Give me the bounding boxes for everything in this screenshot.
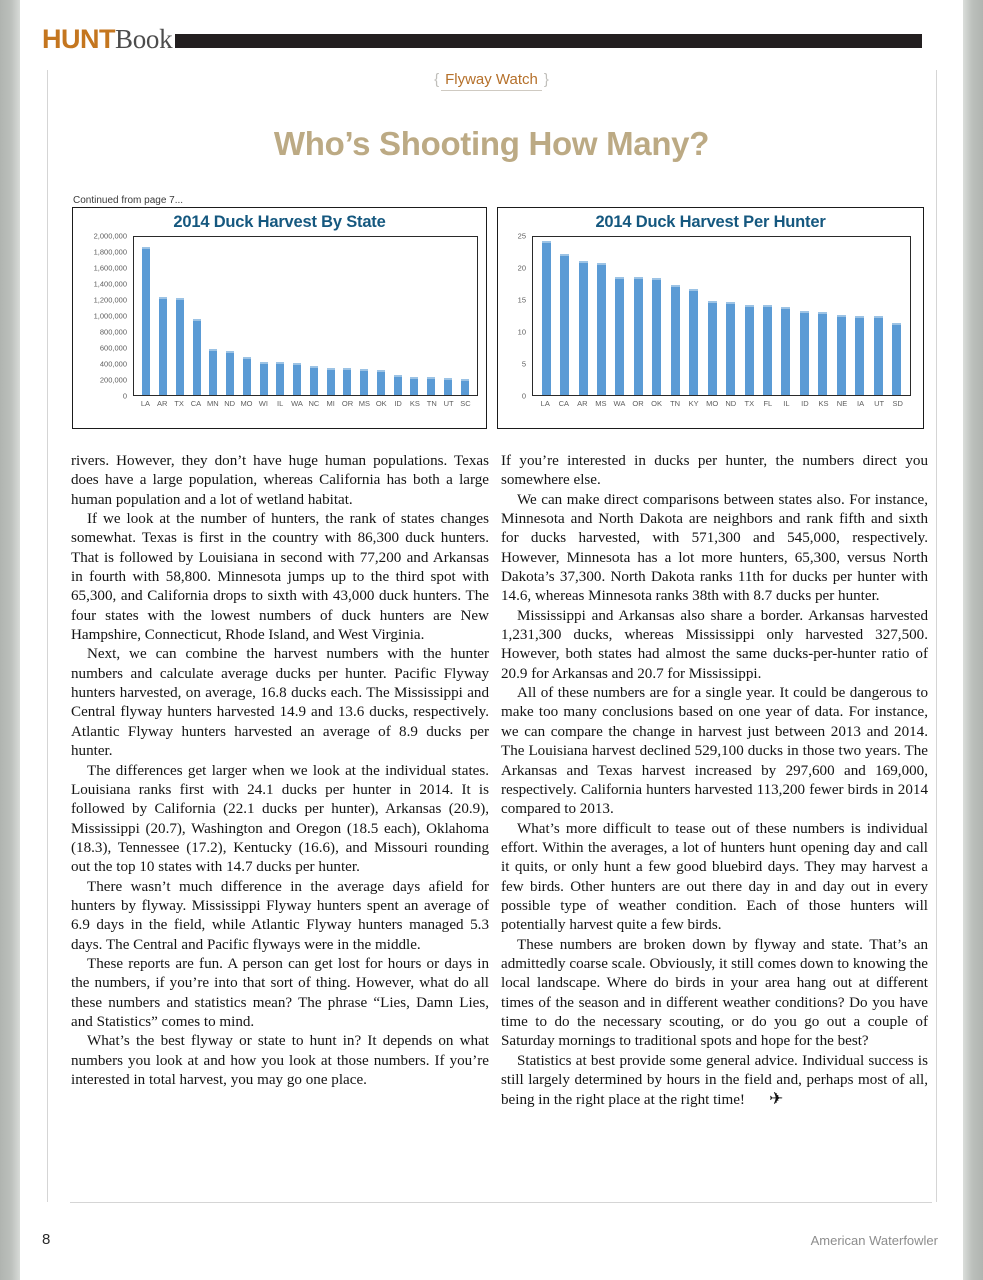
x-axis-tick: OR bbox=[632, 399, 644, 408]
bar bbox=[327, 368, 335, 395]
bar bbox=[818, 312, 827, 395]
x-axis-tick: CA bbox=[558, 399, 570, 408]
body-paragraph: We can make direct comparisons between states also. For instance, Minnesota and North Dakota are neighbors and rank fifth and sixth for ducks harvested, with 571,300 and 545,000, respectively. However, Minnesota has a lot more hunters, 65,300, versus North Dakota’s 37,300. North Dakota ranks 11th for ducks per hunter with 14.6, whereas Minnesota ranks 38th with 8.7 ducks per hunter. bbox=[501, 491, 928, 605]
bar bbox=[763, 305, 772, 395]
x-axis-tick: FL bbox=[763, 399, 773, 408]
bar bbox=[579, 261, 588, 395]
body-paragraph: There wasn’t much difference in the average days afield for hunters by flyway. Mississippi Flyway hunters spent an average of 6.9 days in the field, while Atlantic Flyway hunters managed 5.3 days. The Central and Pacific flyways were in the middle. bbox=[71, 878, 489, 953]
bar bbox=[377, 370, 385, 395]
x-axis-tick: WA bbox=[613, 399, 626, 408]
y-axis bbox=[504, 231, 530, 401]
bar-series bbox=[134, 237, 477, 395]
bar bbox=[360, 369, 368, 395]
x-axis-tick: TN bbox=[670, 399, 681, 408]
body-paragraph: What’s more difficult to tease out of these numbers is individual effort. Within the averages, a lot of hunters hunt opening day and call it quits, or only hunt a few good bluebird days. They may harvest a few birds. Other hunters are out there day in and day out in every possible type of weather condition. Each of those hunters will potentially harvest quite a few birds. bbox=[501, 820, 928, 934]
column-rule-right bbox=[936, 70, 937, 1202]
bar bbox=[652, 278, 661, 395]
body-paragraph: If you’re interested in ducks per hunter, the numbers direct you somewhere else. bbox=[501, 453, 928, 489]
kicker-close-brace: } bbox=[543, 71, 549, 88]
body-paragraph: If we look at the number of hunters, the rank of states changes somewhat. Texas is first in the country with 86,300 duck hunters. That is followed by Louisiana in second with 77,200 and Arkansas in fourth with 58,800. Minnesota jumps up to the third spot with 65,300, and California drops to sixth with 43,000 duck hunters. The four states with the lowest numbers of duck hunters are New Hampshire, Connecticut, Rhode Island, and West Virginia. bbox=[71, 511, 489, 644]
body-column-left bbox=[71, 452, 489, 1090]
body-paragraph: The differences get larger when we look at the individual states. Louisiana ranks first with 24.1 ducks per hunter in 2014. It is followed by California (22.1 ducks per hunter), Arkansas (20.9), Mississippi (20.7), Washington and Oregon (18.5 each), Oklahoma (18.3), Tennessee (17.2), Kentucky (16.6), and Missouri rounding out the top 10 states with 14.7 ducks per hunter. bbox=[71, 762, 489, 876]
chart-title: 2014 Duck Harvest Per Hunter bbox=[595, 213, 826, 231]
footer-rule bbox=[70, 1202, 932, 1203]
y-axis-tick: 10 bbox=[517, 327, 526, 337]
bar bbox=[226, 351, 234, 395]
x-axis-tick: KS bbox=[409, 399, 420, 408]
bar bbox=[800, 311, 809, 395]
x-axis-tick: IL bbox=[277, 399, 284, 408]
body-paragraph: What’s the best flyway or state to hunt in? It depends on what numbers you look at and how you look at those numbers. If you’re interested in total harvest, you may go one place. bbox=[71, 1033, 489, 1088]
page-edge-left bbox=[0, 0, 20, 1280]
kicker-open-brace: { bbox=[434, 71, 440, 88]
bar-series bbox=[533, 237, 910, 395]
plot-area bbox=[133, 236, 478, 396]
x-axis bbox=[133, 399, 478, 408]
bar bbox=[310, 366, 318, 395]
bar bbox=[689, 289, 698, 395]
bar bbox=[745, 305, 754, 395]
bar bbox=[394, 375, 402, 395]
page-edge-right bbox=[963, 0, 983, 1280]
bar bbox=[176, 298, 184, 395]
x-axis-tick: MS bbox=[358, 399, 371, 408]
y-axis-tick: 1,600,000 bbox=[93, 263, 127, 273]
plot-wrap bbox=[504, 231, 917, 421]
x-axis-tick: TN bbox=[426, 399, 437, 408]
bar bbox=[343, 368, 351, 395]
body-paragraph: rivers. However, they don’t have huge human populations. Texas does have a large population, whereas California has both a large human population and a lot of wetland habitat. bbox=[71, 453, 489, 508]
y-axis-tick: 1,000,000 bbox=[93, 311, 127, 321]
bar bbox=[781, 307, 790, 395]
x-axis-tick: WI bbox=[258, 399, 268, 408]
bar bbox=[560, 254, 569, 395]
x-axis-tick: AR bbox=[157, 399, 168, 408]
y-axis bbox=[79, 231, 131, 401]
x-axis-tick: OK bbox=[651, 399, 662, 408]
chart-title: 2014 Duck Harvest By State bbox=[173, 213, 386, 231]
y-axis-tick: 15 bbox=[517, 295, 526, 305]
y-axis-tick: 200,000 bbox=[99, 375, 127, 385]
masthead bbox=[42, 22, 922, 56]
x-axis-tick: MI bbox=[326, 399, 335, 408]
masthead-hunt-word: HUNT bbox=[42, 23, 115, 54]
duck-endmark-icon: ✈ bbox=[768, 1089, 784, 1110]
bar bbox=[461, 379, 469, 395]
x-axis-tick: MS bbox=[595, 399, 607, 408]
y-axis-tick: 1,200,000 bbox=[93, 295, 127, 305]
masthead-book-word: Book bbox=[115, 23, 173, 54]
x-axis-tick: CA bbox=[190, 399, 202, 408]
plot-wrap bbox=[79, 231, 480, 421]
bar bbox=[410, 377, 418, 395]
x-axis-tick: ID bbox=[801, 399, 809, 408]
bar bbox=[293, 363, 301, 395]
y-axis-tick: 0 bbox=[122, 391, 127, 401]
x-axis-tick: NC bbox=[308, 399, 320, 408]
bar bbox=[260, 362, 268, 395]
body-paragraph: Next, we can combine the harvest numbers with the hunter numbers and calculate average ducks per hunter. Pacific Flyway hunters harvested, on average, 16.8 ducks each. The Mississippi and Central flyway hunters harvested 14.9 and 13.6 ducks, respectively. Atlantic Flyway hunters harvested an average of 8.9 ducks per hunter. bbox=[71, 646, 489, 760]
bar bbox=[708, 301, 717, 395]
y-axis-tick: 25 bbox=[517, 231, 526, 241]
bar bbox=[726, 302, 735, 395]
y-axis-tick: 400,000 bbox=[99, 359, 127, 369]
x-axis-tick: IA bbox=[857, 399, 865, 408]
x-axis-tick: LA bbox=[140, 399, 151, 408]
y-axis-tick: 0 bbox=[521, 391, 526, 401]
x-axis-tick: MN bbox=[206, 399, 219, 408]
column-rule-left bbox=[47, 70, 48, 1202]
y-axis-tick: 800,000 bbox=[99, 327, 127, 337]
plot-area bbox=[532, 236, 911, 396]
continued-note: Continued from page 7... bbox=[73, 195, 184, 206]
bar bbox=[837, 315, 846, 395]
body-paragraph: Statistics at best provide some general advice. Individual success is still largely determined by hours in the field and, perhaps most of all, being in the right place at the right time! ✈ bbox=[501, 1052, 928, 1110]
x-axis-tick: UT bbox=[874, 399, 885, 408]
x-axis-tick: MO bbox=[240, 399, 253, 408]
bar bbox=[444, 378, 452, 395]
x-axis-tick: ND bbox=[725, 399, 737, 408]
bar bbox=[892, 323, 901, 395]
y-axis-tick: 20 bbox=[517, 263, 526, 273]
chart-duck-harvest-by-state bbox=[72, 207, 487, 429]
bar bbox=[874, 316, 883, 395]
section-kicker bbox=[0, 71, 983, 88]
bar bbox=[671, 285, 680, 395]
bar bbox=[597, 263, 606, 395]
x-axis-tick: UT bbox=[443, 399, 454, 408]
x-axis-tick: KS bbox=[818, 399, 829, 408]
y-axis-tick: 600,000 bbox=[99, 343, 127, 353]
masthead-bar bbox=[175, 34, 922, 48]
y-axis-tick: 1,800,000 bbox=[93, 247, 127, 257]
x-axis-tick: MO bbox=[706, 399, 719, 408]
bar bbox=[209, 349, 217, 395]
x-axis-tick: TX bbox=[174, 399, 184, 408]
bar bbox=[615, 277, 624, 395]
bar bbox=[276, 362, 284, 395]
bar bbox=[193, 319, 201, 395]
y-axis-tick: 1,400,000 bbox=[93, 279, 127, 289]
x-axis-tick: ND bbox=[224, 399, 236, 408]
x-axis-tick: NE bbox=[836, 399, 848, 408]
x-axis-tick: SC bbox=[460, 399, 471, 408]
x-axis-tick: LA bbox=[540, 399, 550, 408]
bar bbox=[542, 241, 551, 395]
x-axis-tick: SD bbox=[892, 399, 903, 408]
page-title: Who’s Shooting How Many? bbox=[273, 125, 710, 162]
body-column-right bbox=[501, 452, 928, 1111]
x-axis-tick: TX bbox=[744, 399, 755, 408]
x-axis bbox=[532, 399, 911, 408]
x-axis-tick: WA bbox=[291, 399, 303, 408]
bar bbox=[634, 277, 643, 395]
body-paragraph: These reports are fun. A person can get lost for hours or days in the numbers, if you’re into that sort of thing. However, what do all these numbers and statistics mean? The phrase “Lies, Damn Lies, and Statistics” comes to mind. bbox=[71, 955, 489, 1030]
x-axis-tick: IL bbox=[783, 399, 790, 408]
x-axis-tick: AR bbox=[577, 399, 588, 408]
y-axis-tick: 5 bbox=[521, 359, 526, 369]
x-axis-tick: OK bbox=[375, 399, 387, 408]
bar bbox=[142, 247, 150, 395]
kicker-label: Flyway Watch bbox=[441, 71, 542, 91]
chart-duck-harvest-per-hunter bbox=[497, 207, 924, 429]
footer-publication: American Waterfowler bbox=[810, 1233, 938, 1248]
y-axis-tick: 2,000,000 bbox=[93, 231, 127, 241]
footer-page-number: 8 bbox=[42, 1231, 51, 1248]
bar bbox=[855, 316, 864, 395]
x-axis-tick: KY bbox=[688, 399, 699, 408]
x-axis-tick: ID bbox=[394, 399, 402, 408]
body-paragraph: Mississippi and Arkansas also share a border. Arkansas harvested 1,231,300 ducks, whereas Mississippi only harvested 327,500. However, both states had almost the same ducks-per-hunter ratio of 20.9 for Arkansas and 20.7 for Mississippi. bbox=[501, 607, 928, 682]
x-axis-tick: OR bbox=[341, 399, 354, 408]
body-paragraph: All of these numbers are for a single year. It could be dangerous to make too many conclusions based on one year of data. For instance, we can compare the change in harvest just between 2013 and 2014. The Louisiana harvest declined 529,100 ducks in those two years. The Arkansas and Texas harvest increased by 297,600 and 169,000, respectively. California hunters harvested 113,200 fewer birds in 2014 compared to 2013. bbox=[501, 685, 928, 818]
bar bbox=[243, 357, 251, 395]
body-paragraph: These numbers are broken down by flyway and state. That’s an admittedly coarse scale. Obviously, it still comes down to knowing the local landscape. Where do birds in your area hang out at different times of the season and in different weather conditions? Do you have time to do the necessary scouting, or do you go out a couple of Saturday mornings to traditional spots and hope for the best? bbox=[501, 936, 928, 1050]
bar bbox=[159, 297, 167, 396]
bar bbox=[427, 377, 435, 395]
